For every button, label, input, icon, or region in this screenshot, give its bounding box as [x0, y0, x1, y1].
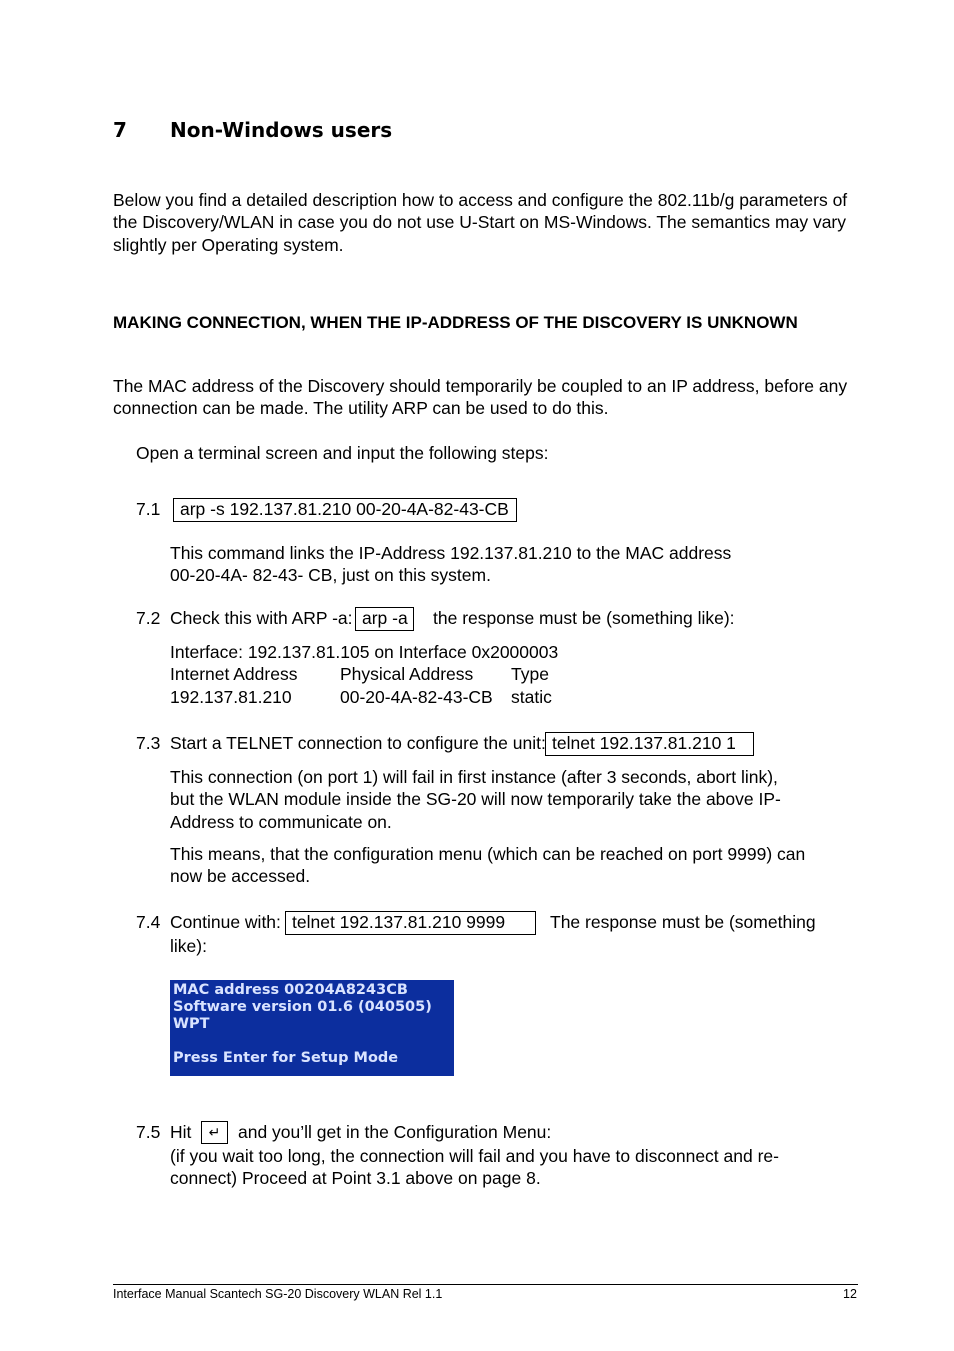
terminal-press-enter-line: Press Enter for Setup Mode [173, 1050, 399, 1066]
arp-row-type: static [511, 687, 552, 707]
step-7-3-para1-line-1: This connection (on port 1) will fail in first instance (after 3 seconds, abort link), [170, 767, 778, 787]
intro-line-3: slightly per Operating system. [113, 235, 344, 255]
step-7-5-number: 7.5 [136, 1122, 161, 1142]
step-7-2-number: 7.2 [136, 608, 161, 628]
arp-header-physical: Physical Address [340, 664, 474, 684]
step-7-1-number: 7.1 [136, 499, 161, 519]
step-7-5-after: and you’ll get in the Configuration Menu: [238, 1122, 552, 1142]
step-7-2-after: the response must be (something like): [433, 608, 735, 628]
footer-text: Interface Manual Scantech SG-20 Discovery WLAN Rel 1.1 [113, 1287, 443, 1301]
step-7-4-after-2: like): [170, 936, 207, 956]
arp-set-command-box: arp -s 192.137.81.210 00-20-4A-82-43-CB [173, 498, 517, 522]
step-7-4-after: The response must be (something [550, 912, 816, 932]
footer-rule [113, 1284, 858, 1285]
step-7-3-para1-line-3: Address to communicate on. [170, 812, 392, 832]
intro-line-2: the Discovery/WLAN in case you do not use U-Start on MS-Windows. The semantics may vary [113, 212, 847, 232]
step-7-5-line-1: (if you wait too long, the connection will fail and you have to disconnect and re- [170, 1146, 779, 1166]
mac-intro-line-1: The MAC address of the Discovery should temporarily be coupled to an IP address, before any [113, 376, 848, 396]
step-7-3-para1-line-2: but the WLAN module inside the SG-20 will now temporarily take the above IP- [170, 789, 781, 809]
step-7-5-text: Hit [170, 1122, 192, 1142]
step-7-4-number: 7.4 [136, 912, 161, 932]
arp-row-ip: 192.137.81.210 [170, 687, 292, 707]
section-title: Non-Windows users [170, 118, 393, 142]
open-terminal-text: Open a terminal screen and input the following steps: [136, 443, 549, 463]
interface-line: Interface: 192.137.81.105 on Interface 0x2000003 [170, 642, 559, 662]
enter-key-icon: ↵ [201, 1121, 228, 1144]
telnet-port1-command-box: telnet 192.137.81.210 1 [545, 732, 754, 756]
mac-intro-line-2: connection can be made. The utility ARP can be used to do this. [113, 398, 609, 418]
subheading: MAKING CONNECTION, WHEN THE IP-ADDRESS OF THE DISCOVERY IS UNKNOWN [113, 313, 798, 332]
arp-row-mac: 00-20-4A-82-43-CB [340, 687, 493, 707]
step-7-3-para2-line-2: now be accessed. [170, 866, 311, 886]
intro-line-1: Below you find a detailed description how to access and configure the 802.11b/g parameters of [113, 190, 848, 210]
telnet-port9999-command-box: telnet 192.137.81.210 9999 [285, 911, 536, 935]
step-7-1-desc-line-1: This command links the IP-Address 192.137.81.210 to the MAC address [170, 543, 732, 563]
page-number: 12 [843, 1287, 857, 1301]
arp-list-command-box: arp -a [355, 607, 414, 631]
step-7-3-para2-line-1: This means, that the configuration menu (which can be reached on port 9999) can [170, 844, 806, 864]
step-7-2-text: Check this with ARP -a: [170, 608, 353, 628]
step-7-1-desc-line-2: 00-20-4A- 82-43- CB, just on this system. [170, 565, 491, 585]
step-7-5-line-2: connect) Proceed at Point 3.1 above on page 8. [170, 1168, 541, 1188]
step-7-4-text: Continue with: [170, 912, 281, 932]
arp-header-internet: Internet Address [170, 664, 298, 684]
terminal-mac-line: MAC address 00204A8243CB [173, 982, 408, 998]
terminal-version-line: Software version 01.6 (040505) WPT [173, 999, 432, 1032]
terminal-screenshot [170, 980, 454, 1076]
section-number: 7 [113, 118, 127, 142]
step-7-3-number: 7.3 [136, 733, 161, 753]
step-7-3-text: Start a TELNET connection to configure the unit: [170, 733, 546, 753]
arp-header-type: Type [511, 664, 549, 684]
